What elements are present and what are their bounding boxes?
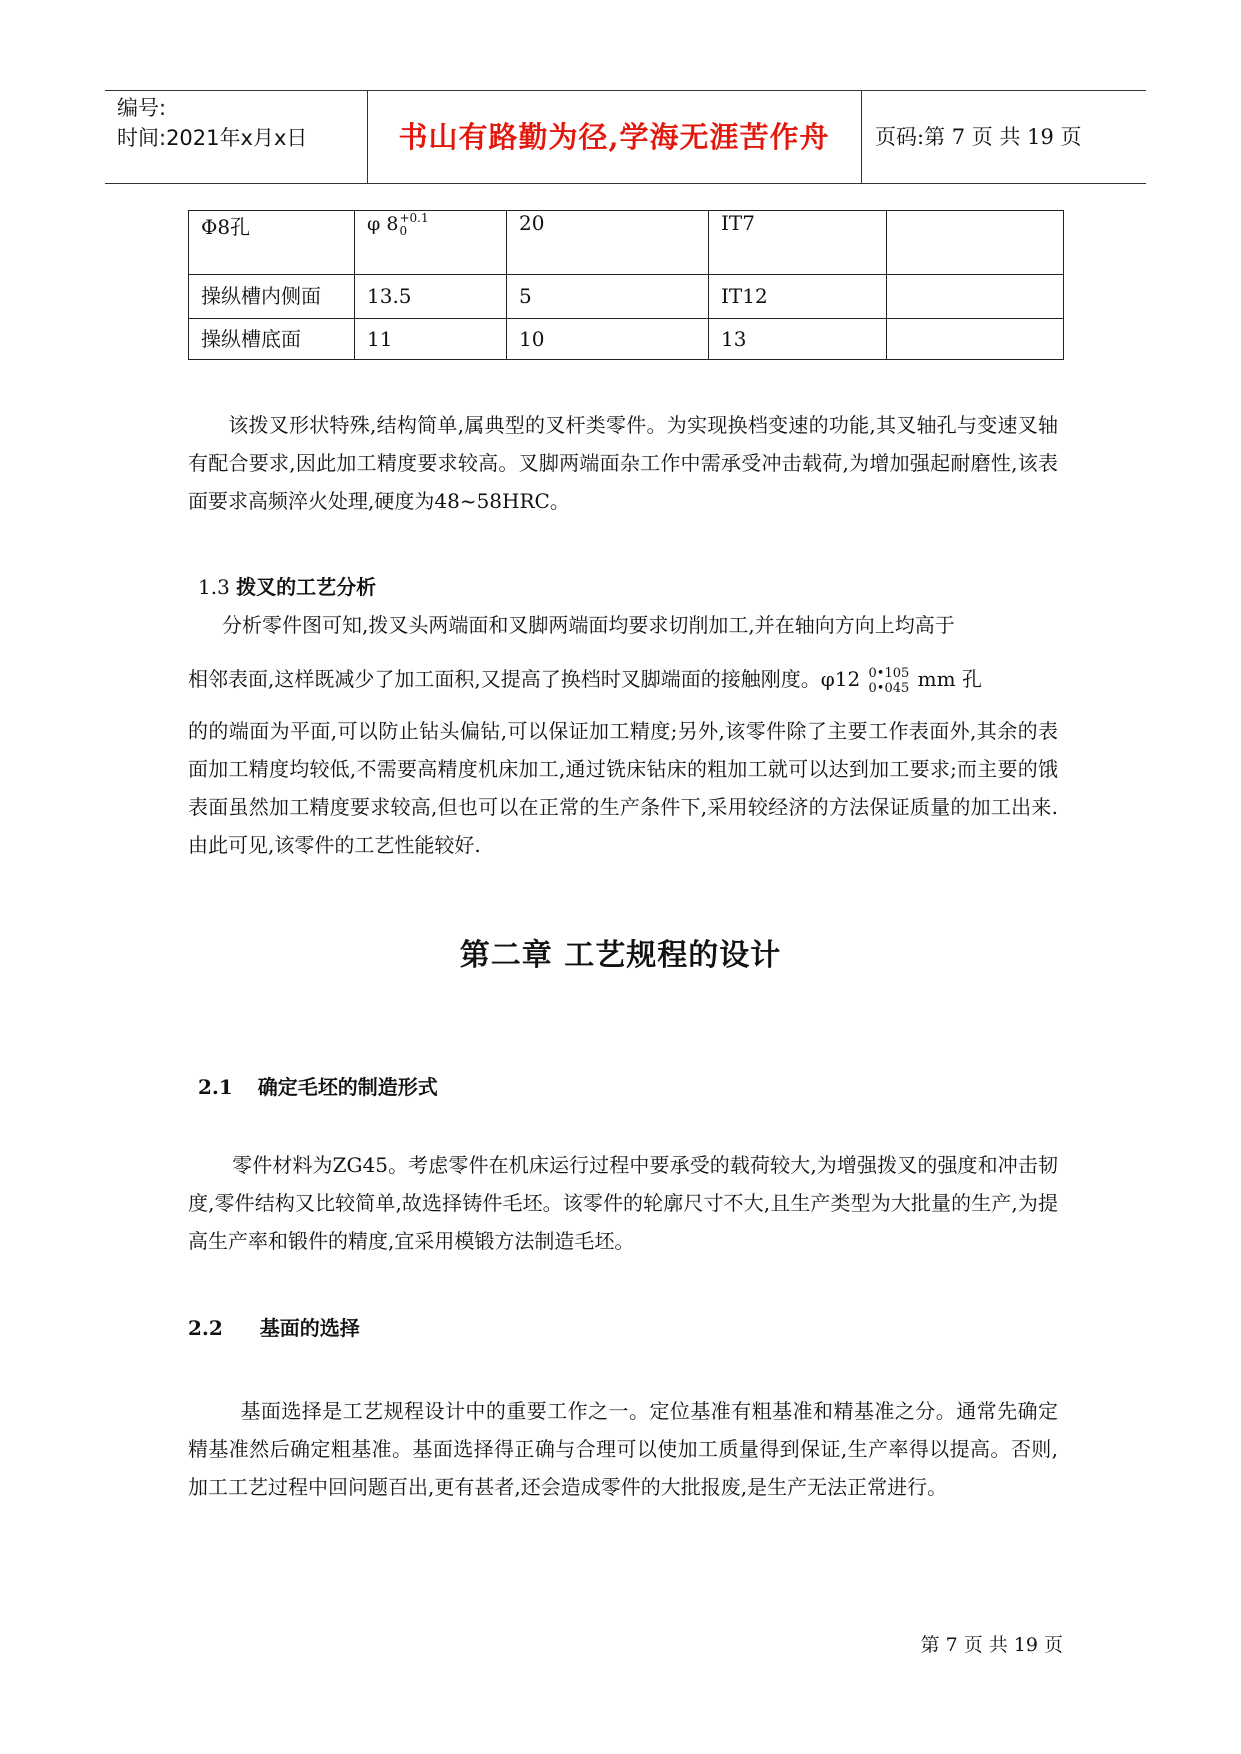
table-cell: 11 (355, 319, 507, 360)
tolerance-lower: 0•045 (868, 680, 910, 696)
table-cell: 20 (507, 211, 709, 275)
paragraph-text: 分析零件图可知,拨叉头两端面和叉脚两端面均要求切削加工,并在轴向方向上均高于 (222, 613, 955, 637)
table-cell: 10 (507, 319, 709, 360)
paragraph (188, 712, 1058, 864)
header-divider (367, 91, 368, 183)
tolerance-upper: 0•105 (868, 665, 910, 681)
header-page-number: 页码:第 7 页 共 19 页 (875, 125, 1082, 149)
paragraph-text: 该拨叉形状特殊,结构简单,属典型的叉杆类零件。为实现换档变速的功能,其叉轴孔与变速叉轴有配合要求,因此加工精度要求较高。叉脚两端面杂工作中需承受冲击载荷,为增加强起耐磨性,该表面要求高频淬火处理,硬度为48~58HRC。 (188, 413, 1058, 513)
dimension-table (188, 210, 1064, 360)
section-title: 拨叉的工艺分析 (236, 575, 377, 599)
section-heading (198, 1071, 438, 1100)
table-cell (887, 275, 1064, 319)
paragraph (188, 1146, 1058, 1260)
paragraph-text: 相邻表面,这样既减少了加工面积,又提高了换档时叉脚端面的接触刚度。φ12 (188, 667, 861, 691)
section-heading (188, 1312, 360, 1341)
table-cell: 操纵槽底面 (189, 319, 355, 360)
document-number-label: 编号: (117, 96, 167, 120)
table-cell (887, 319, 1064, 360)
paragraph (188, 660, 1058, 698)
tolerance-symbol: φ 8 (367, 213, 399, 235)
document-time-label: 时间:2021年x月x日 (117, 126, 308, 150)
section-number: 2.2 (188, 1316, 223, 1340)
table-cell: 13.5 (355, 275, 507, 319)
table-cell: IT12 (709, 275, 887, 319)
paragraph-text: 零件材料为ZG45。考虑零件在机床运行过程中要承受的载荷较大,为增强拨叉的强度和冲击韧度,零件结构又比较简单,故选择铸件毛坯。该零件的轮廓尺寸不大,且生产类型为大批量的生产,为提高生产率和锻件的精度,宜采用模锻方法制造毛坯。 (188, 1153, 1058, 1253)
section-number: 1.3 (198, 575, 230, 599)
section-number: 2.1 (198, 1075, 233, 1099)
paragraph-text: 基面选择是工艺规程设计中的重要工作之一。定位基准有粗基准和精基准之分。通常先确定精基准然后确定粗基准。基面选择得正确与合理可以使加工质量得到保证,生产率得以提高。否则,加工工艺过程中回问题百出,更有甚者,还会造成零件的大批报废,是生产无法正常进行。 (188, 1399, 1058, 1499)
table-cell: IT7 (709, 211, 887, 275)
tolerance-limits (399, 212, 428, 238)
table-cell: 5 (507, 275, 709, 319)
tolerance-upper: +0.1 (399, 210, 429, 225)
page-header (105, 90, 1146, 184)
table-cell (355, 211, 507, 275)
section-title: 基面的选择 (259, 1316, 360, 1340)
table-cell (887, 211, 1064, 275)
paragraph (188, 1392, 1058, 1506)
tolerance-lower: 0 (399, 223, 408, 238)
table-row (189, 275, 1064, 319)
section-heading (198, 571, 376, 600)
header-motto: 书山有路勤为径,学海无涯苦作舟 (398, 120, 830, 154)
table-cell: Φ8孔 (189, 211, 355, 275)
chapter-title: 第二章 工艺规程的设计 (459, 938, 782, 973)
table-cell: 13 (709, 319, 887, 360)
table-row (189, 319, 1064, 360)
section-title: 确定毛坯的制造形式 (257, 1075, 438, 1099)
header-divider (861, 91, 862, 183)
paragraph-text: 的的端面为平面,可以防止钻头偏钻,可以保证加工精度;另外,该零件除了主要工作表面外,其余的表面加工精度均较低,不需要高精度机床加工,通过铣床钻床的粗加工就可以达到加工要求;而主要的饿表面虽然加工精度要求较高,但也可以在正常的生产条件下,采用较经济的方法保证质量的加工出来.由此可见,该零件的工艺性能较好. (188, 719, 1058, 857)
table-cell: 操纵槽内侧面 (189, 275, 355, 319)
table-row (189, 211, 1064, 275)
paragraph (188, 406, 1058, 520)
paragraph (188, 606, 1058, 644)
paragraph-text: mm 孔 (917, 667, 982, 691)
header-meta (117, 93, 367, 153)
page-footer: 第 7 页 共 19 页 (920, 1634, 1063, 1656)
tolerance-limits (869, 666, 910, 696)
